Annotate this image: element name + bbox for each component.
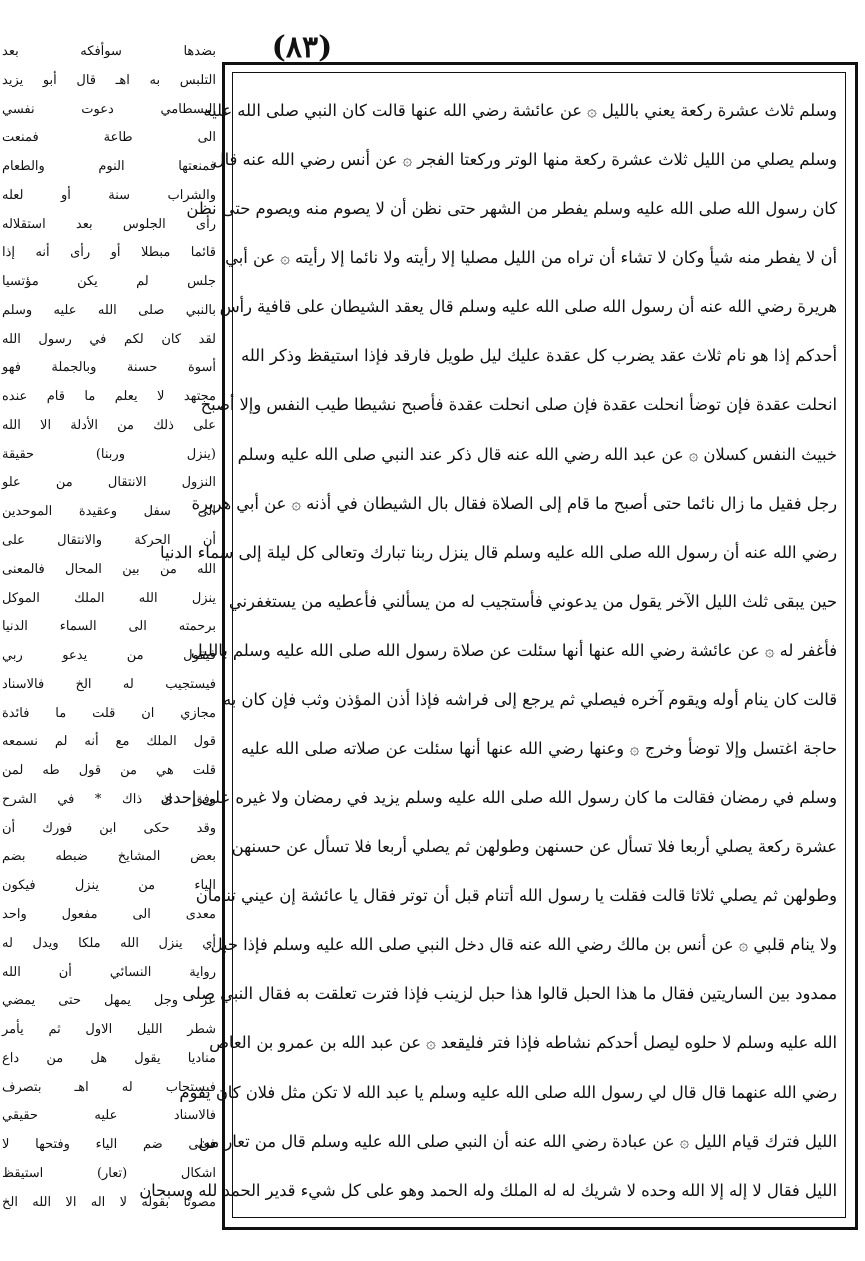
main-text-line: أن لا يفطر منه شيأ وكان لا تشاء أن تراه من الليل مصليا إلا رأيته ولا نائما إلا رأيته ۞ عن أبي — [225, 248, 837, 268]
margin-text-line: شطر الليل الاول ثم يأمر — [2, 1022, 216, 1038]
margin-text-line: فمنعتها النوم والطعام — [2, 159, 216, 175]
margin-text-line: وفق اذ ذاك * في الشرح — [2, 791, 216, 807]
margin-text-line: فيستجاب له اهـ بتصرف — [2, 1079, 216, 1095]
main-text-line: خبيث النفس كسلان ۞ عن عبد الله رضي الله عنه قال ذكر عند النبي صلى الله عليه وسلم — [237, 444, 837, 464]
main-text-line: عشرة ركعة يصلي أربعا فلا تسأل عن حسنهن وطولهن ثم يصلي أربعا فلا تسأل عن حسنهن — [231, 837, 837, 857]
margin-text-line: الى طاعة فمنعت — [2, 130, 216, 146]
margin-text-line: فالاسناد عليه حقيقي — [2, 1108, 216, 1124]
main-text-line: وسلم يصلي من الليل ثلاث عشرة ركعة منها الوتر وركعتا الفجر ۞ عن أنس رضي الله عنه قال — [212, 150, 837, 170]
main-text-line: الليل فترك قيام الليل ۞ عن عبادة رضي الله عنه أن النبي صلى الله عليه وسلم قال من تعار من — [198, 1131, 837, 1151]
margin-text-line: لقد كان لكم في رسول الله — [2, 331, 216, 347]
margin-commentary — [2, 40, 216, 1215]
margin-text-line: مجازي ان قلت ما فائدة — [2, 705, 216, 721]
margin-text-line: أي ينزل الله ملكا ويدل له — [2, 935, 216, 951]
main-text-line: وطولهن ثم يصلي ثلاثا قالت فقلت يا رسول الله أتنام قبل أن توتر فقال يا عائشة إن عيني تنامان — [195, 886, 837, 906]
margin-text-line: مناديا يقول هل من داع — [2, 1050, 216, 1066]
margin-text-line: النزول الانتقال من علو — [2, 475, 216, 491]
margin-text-line: الى سفل وعقيدة الموحدين — [2, 504, 216, 520]
margin-text-line: رأى الجلوس بعد استقلاله — [2, 216, 216, 232]
margin-text-line: مجتهد لا يعلم ما قام عنده — [2, 389, 216, 405]
margin-text-line: أن الحركة والانتقال على — [2, 533, 216, 549]
margin-text-line: فعلى ضم الياء وفتحها لا — [2, 1137, 216, 1153]
main-text-line: أحدكم إذا هو نام ثلاث عقد يضرب كل عقدة عليك ليل طويل فارقد فإذا استيقظ وذكر الله — [241, 346, 837, 366]
margin-text-line: الله من بين المحال فالمعنى — [2, 561, 216, 577]
main-text-line: هريرة رضي الله عنه أن رسول الله صلى الله عليه وسلم قال يعقد الشيطان على قافية رأس — [219, 297, 837, 317]
page-number: (٨٣) — [271, 30, 333, 65]
margin-text-line: وقد حكى ابن فورك أن — [2, 820, 216, 836]
main-text-line: وسلم في رمضان فقالت ما كان رسول الله صلى الله عليه وسلم يزيد في رمضان ولا غيره على إحدى — [160, 788, 837, 808]
main-text-line: كان رسول الله صلى الله عليه وسلم يفطر من الشهر حتى نظن أن لا يصوم منه ويصوم حتى نظن — [186, 199, 837, 219]
margin-text-line: قائما مبطلا أو رأى أنه إذا — [2, 245, 216, 261]
margin-text-line: أسوة حسنة وبالجملة فهو — [2, 360, 216, 376]
margin-text-line: بالنبي صلى الله عليه وسلم — [2, 302, 216, 318]
main-text-line: ولا ينام قلبي ۞ عن أنس بن مالك رضي الله عنه قال دخل النبي صلى الله عليه وسلم فإذا حبل — [210, 935, 837, 955]
main-text-line: وسلم ثلاث عشرة ركعة يعني بالليل ۞ عن عائشة رضي الله عنها قالت كان النبي صلى الله عليه — [203, 101, 837, 120]
main-text-line: فأغفر له ۞ عن عائشة رضي الله عنها أنها سئلت عن صلاة رسول الله صلى الله عليه وسلم بالليل — [190, 640, 837, 660]
main-text-line: الليل فقال لا إله إلا الله وحده لا شريك له له الملك وله الحمد وهو على كل شيء قدير الحمد لله وسبحان — [139, 1180, 837, 1200]
main-text-line: حين يبقى ثلث الليل الآخر يقول من يدعوني فأستجيب له من يسألني فأعطيه من يستغفرني — [228, 591, 837, 611]
margin-text-line: البسطامي دعوت نفسي — [2, 101, 216, 117]
margin-text-line: التلبس به اهـ قال أبو يزيد — [2, 72, 216, 88]
margin-text-line: قلت هي من قول طه لمن — [2, 763, 216, 779]
main-text-line: رجل فقيل ما زال نائما حتى أصبح ما قام إلى الصلاة فقال بال الشيطان في أذنه ۞ عن أبي هريرة — [191, 493, 837, 513]
main-text-line: الله عليه وسلم لا حلوه ليصل أحدكم نشاطه فإذا فتر فليقعد ۞ عن عبد الله بن عمرو بن العاص — [209, 1033, 837, 1053]
margin-text-line: قول الملك مع أنه لم نسمعه — [2, 734, 216, 750]
margin-text-line: ينزل الله الملك الموكل — [2, 590, 216, 606]
margin-text-line: عز وجل يمهل حتى يمضي — [2, 993, 216, 1009]
margin-text-line: اشكال (تعار) استيقظ — [2, 1165, 216, 1181]
main-text-line: انحلت عقدة فإن توضأ انحلت عقدة فإن صلى انحلت عقدة فأصبح نشيطا طيب النفس وإلا أصبح — [200, 395, 837, 415]
margin-text-line: بعض المشايخ ضبطه بضم — [2, 849, 216, 865]
margin-text-line: معدى الى مفعول واحد — [2, 906, 216, 922]
main-text-frame — [139, 72, 846, 1218]
margin-text-line: بضدها سوأفكه بعد — [2, 44, 216, 59]
margin-text-line: رواية النسائي أن الله — [2, 964, 216, 980]
margin-text-line: فيقول من يدعو ربي — [2, 648, 216, 664]
margin-text-line: مصوتا بقوله لا اله الا الله الخ — [2, 1194, 216, 1210]
margin-text-line: برحمته الى السماء الدنيا — [2, 619, 216, 635]
main-text-line: قالت كان ينام أوله ويقوم آخره فيصلي ثم يرجع إلى فراشه فإذا أذن المؤذن وثب فإن كان به — [223, 689, 837, 709]
margin-text-line: الياء من ينزل فيكون — [2, 878, 216, 894]
margin-text-line: فيستجيب له الخ فالاسناد — [2, 676, 216, 692]
margin-text-line: (ينزل وربنا) حقيقة — [2, 446, 216, 462]
margin-text-line: والشراب سنة أو لعله — [2, 187, 216, 203]
margin-text-line: على ذلك من الأدلة الا الله — [2, 417, 216, 433]
main-text-line: رضي الله عنه أن رسول الله صلى الله عليه وسلم قال ينزل ربنا تبارك وتعالى كل ليلة إلى سماء الدنيا — [160, 542, 837, 562]
main-text-line: رضي الله عنهما قال قال لي رسول الله صلى الله عليه وسلم يا عبد الله لا تكن مثل فلان كان يقوم — [179, 1082, 837, 1102]
main-text-line: ممدود بين الساريتين فقال ما هذا الحبل قالوا هذا حبل لزينب فإذا فترت تعلقت به فقال النبي صلى — [182, 984, 837, 1004]
main-text-line: حاجة اغتسل وإلا توضأ وخرج ۞ وعنها رضي الله عنها أنها سئلت عن صلاته صلى الله عليه — [241, 739, 837, 759]
margin-text-line: جلس لم يكن مؤتسيا — [2, 274, 216, 290]
main-text-body — [139, 91, 837, 1211]
